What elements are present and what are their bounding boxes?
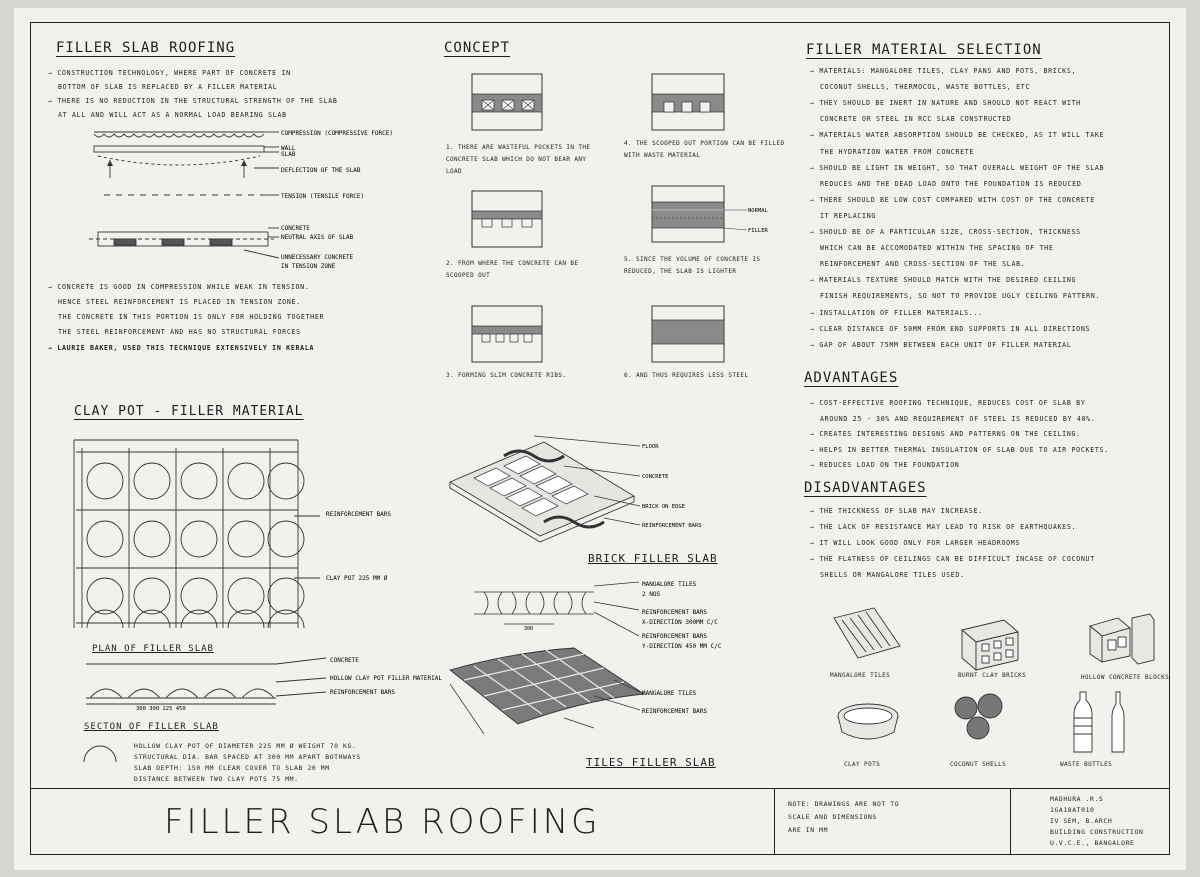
clay-pot-circle	[87, 521, 123, 557]
text-line: FINISH REQUIREMENTS, SO NOT TO PROVIDE UGLY CEILING PATTERN.	[820, 292, 1101, 301]
beam-label: COMPRESSION (COMPRESSIVE FORCE)	[281, 130, 393, 137]
plan-label: CLAY POT 225 MM Ø	[326, 575, 388, 582]
materials-lines-line	[810, 96, 1081, 111]
bullet-arrow-icon: →	[810, 163, 820, 172]
concept-caption: 4. THE SCOOPED OUT PORTION CAN BE FILLED WITH WASTE MATERIAL	[624, 140, 785, 159]
plan-label: REINFORCEMENT BARS	[326, 511, 392, 518]
info-line: U.V.C.E., BANGALORE	[1050, 839, 1135, 847]
clay-pot-arc	[87, 610, 123, 628]
brick-iso-label: FLOOR	[642, 444, 659, 450]
bullet-arrow-icon: →	[810, 195, 820, 204]
advantages-lines-line	[810, 458, 959, 473]
text-line: MATERIALS TEXTURE SHOULD MATCH WITH THE DESIRED CEILING	[819, 276, 1077, 285]
section-label: UNNECESSARY CONCRETE	[281, 254, 354, 261]
clay-pot-circle	[134, 521, 170, 557]
filler-slab-line: → CONSTRUCTION TECHNOLOGY, WHERE PART OF CONCRETE IN	[48, 69, 291, 77]
filler-slab-line: → LAURIE BAKER, USED THIS TECHNIQUE EXTENSIVELY IN KERALA	[48, 344, 315, 352]
clay-pot-circle	[268, 463, 304, 499]
concept-caption: 3. FORMING SLIM CONCRETE RIBS.	[446, 372, 567, 379]
clay-pot-circle	[181, 463, 217, 499]
tiles-isometric	[444, 644, 774, 754]
advantages-lines-line	[810, 427, 1081, 442]
info-line: IV SEM, B.ARCH	[1050, 817, 1113, 825]
clay-pot-circle	[87, 578, 123, 614]
brick-iso-label: BRICK ON EDGE	[642, 504, 686, 510]
concept-caption: 6. AND THUS REQUIRES LESS STEEL	[624, 372, 749, 379]
brick-section	[464, 578, 764, 653]
text-line: LAURIE BAKER, USED THIS TECHNIQUE EXTENSIVELY IN KERALA	[57, 344, 315, 352]
bottle-icon	[1074, 692, 1124, 752]
clay-pot-arc	[228, 610, 264, 628]
concept-heading: CONCEPT	[444, 40, 511, 56]
bullet-arrow-icon: →	[810, 340, 820, 349]
materials-lines-line	[810, 338, 1072, 353]
brick-iso-label: REINFORCEMENT BARS	[642, 523, 702, 529]
tiles-label: REINFORCEMENT BARS	[642, 708, 708, 715]
disadvantages-lines-line	[810, 552, 1095, 567]
bullet-arrow-icon: →	[810, 507, 820, 515]
materials-lines-line	[820, 80, 1030, 95]
concept-diagrams	[472, 64, 772, 394]
text-line: THERE IS NO REDUCTION IN THE STRUCTURAL STRENGTH OF THE SLAB	[57, 97, 338, 105]
section-label: CONCRETE	[281, 225, 310, 232]
materials-lines-line	[820, 289, 1100, 304]
text-line: THE FLATNESS OF CEILINGS CAN BE DIFFICULT INCASE OF COCONUT	[819, 555, 1095, 563]
info-line: 1GA18AT010	[1050, 806, 1095, 814]
text-line: SHOULD BE LIGHT IN WEIGHT, SO THAT OVERALL WEIGHT OF THE SLAB	[819, 163, 1105, 172]
material-illustrations	[814, 600, 1174, 770]
tiles-heading: TILES FILLER SLAB	[586, 756, 716, 769]
sheet-title: FILLER SLAB ROOFING	[164, 802, 601, 842]
materials-lines-line	[810, 193, 1095, 208]
filler-slab-line: THE STEEL REINFORCEMENT AND HAS NO STRUCTURAL FORCES	[58, 328, 301, 336]
clay-pot-circle	[228, 521, 264, 557]
text-line: INSTALLATION OF FILLER MATERIALS...	[819, 308, 983, 317]
bullet-arrow-icon: →	[810, 308, 820, 317]
materials-lines-line	[810, 225, 1081, 240]
section-label: IN TENSION ZONE	[281, 263, 336, 270]
bullet-arrow-icon: →	[810, 461, 820, 469]
text-line: CONCRETE IS GOOD IN COMPRESSION WHILE WEAK IN TENSION.	[57, 283, 310, 291]
brick-label: 2 NOS	[642, 591, 661, 598]
section-title: SECTON OF FILLER SLAB	[84, 722, 219, 732]
clay-note: HOLLOW CLAY POT OF DIAMETER 225 MM Ø WEIGHT 70 KG.	[134, 742, 357, 750]
icon-caption: BURNT CLAY BRICKS	[958, 672, 1027, 679]
brick-iso-label: CONCRETE	[642, 474, 669, 480]
text-line: THERE SHOULD BE LOW COST COMPARED WITH COST OF THE CONCRETE	[819, 195, 1095, 204]
beam-diagram	[74, 120, 414, 270]
clay-pot-circle	[134, 578, 170, 614]
bullet-arrow-icon: →	[810, 67, 820, 75]
hollow-block-icon	[1090, 614, 1154, 664]
text-line: CONSTRUCTION TECHNOLOGY, WHERE PART OF CONCRETE IN	[57, 69, 291, 77]
clay-pot-icon	[838, 704, 898, 739]
title-block-rule	[30, 788, 1170, 789]
concept-caption: 2. FROM WHERE THE CONCRETE CAN BE SCOOPED OUT	[446, 260, 579, 279]
filler-slab-heading: FILLER SLAB ROOFING	[56, 40, 236, 56]
advantages-heading: ADVANTAGES	[804, 370, 899, 386]
text-line: REINFORCEMENT AND CROSS-SECTION OF THE SLAB.	[820, 260, 1026, 269]
text-line: COST-EFFECTIVE ROOFING TECHNIQUE, REDUCES COST OF SLAB BY	[819, 399, 1086, 407]
section-label: CONCRETE	[330, 657, 359, 664]
mangalore-tile-icon	[834, 608, 900, 658]
brick-dim: 300	[524, 626, 534, 632]
clay-pot-circle	[87, 463, 123, 499]
clay-pot-circle	[181, 521, 217, 557]
text-line: REDUCES AND THE DEAD LOAD ONTO THE FOUNDATION IS REDUCED	[820, 179, 1082, 188]
icon-caption: MANGALORE TILES	[830, 672, 891, 679]
clay-pot-circle	[228, 578, 264, 614]
clay-pot-circle	[181, 578, 217, 614]
materials-lines-line	[810, 322, 1090, 337]
text-line: IT WILL LOOK GOOD ONLY FOR LARGER HEADROOMS	[819, 539, 1021, 547]
materials-lines-line	[810, 273, 1076, 288]
materials-heading: FILLER MATERIAL SELECTION	[806, 42, 1042, 58]
clay-pot-heading: CLAY POT - FILLER MATERIAL	[74, 404, 304, 419]
plan-title: PLAN OF FILLER SLAB	[92, 644, 214, 654]
clay-note: DISTANCE BETWEEN TWO CLAY POTS 75 MM.	[134, 775, 299, 783]
text-line: THE THICKNESS OF SLAB MAY INCREASE.	[819, 507, 983, 515]
note-line: ARE IN MM	[788, 826, 829, 834]
materials-lines-line	[820, 177, 1082, 192]
clay-pot-arc	[268, 610, 304, 628]
brick-isometric	[444, 426, 774, 541]
disadvantages-heading: DISADVANTAGES	[804, 480, 927, 496]
materials-lines-line	[810, 306, 983, 321]
brick-label: MANGALORE TILES	[642, 581, 697, 588]
text-line: SHOULD BE OF A PARTICULAR SIZE, CROSS-SECTION, THICKNESS	[819, 228, 1081, 236]
materials-lines-line	[820, 112, 1011, 127]
text-line: CREATES INTERESTING DESIGNS AND PATTERNS ON THE CEILING.	[819, 430, 1081, 438]
concept-side-label: FILLER	[748, 228, 768, 234]
bullet-arrow-icon: →	[810, 399, 820, 407]
icon-caption: CLAY POTS	[844, 761, 881, 768]
materials-lines-line	[820, 209, 876, 224]
section-label: HOLLOW CLAY POT FILLER MATERIAL	[330, 675, 442, 682]
brick-icon	[962, 620, 1018, 670]
note-line: NOTE: DRAWINGS ARE NOT TO	[788, 800, 900, 808]
text-line: CLEAR DISTANCE OF 50MM FROM END SUPPORTS IN ALL DIRECTIONS	[819, 324, 1091, 333]
beam-label: DEFLECTION OF THE SLAB	[281, 167, 361, 174]
bullet-arrow-icon: →	[810, 430, 820, 438]
beam-label: SLAB	[281, 151, 296, 158]
text-line: IT REPLACING	[820, 211, 877, 220]
filler-slab-line: → CONCRETE IS GOOD IN COMPRESSION WHILE WEAK IN TENSION.	[48, 283, 310, 291]
text-line: THEY SHOULD BE INERT IN NATURE AND SHOULD NOT REACT WITH	[819, 99, 1081, 108]
icon-caption: WASTE BOTTLES	[1060, 761, 1113, 768]
bullet-arrow-icon: →	[810, 131, 820, 140]
text-line: CONCRETE OR STEEL IN RCC SLAB CONSTRUCTED	[820, 115, 1012, 124]
disadvantages-lines-line	[810, 536, 1020, 551]
clay-pot-plan	[58, 428, 398, 628]
text-line: THE LACK OF RESISTANCE MAY LEAD TO RISK OF EARTHQUAKES.	[819, 523, 1077, 531]
brick-label: REINFORCEMENT BARS	[642, 633, 708, 640]
clay-note: SLAB DEPTH: 150 MM CLEAR COVER TO SLAB 20 MM	[134, 764, 330, 772]
clay-note: STRUCTURAL DIA. BAR SPACED AT 300 MM APART BOTHWAYS	[134, 753, 361, 761]
disadvantages-lines-line	[810, 520, 1076, 535]
brick-heading: BRICK FILLER SLAB	[588, 552, 718, 565]
text-line: AROUND 25 - 30% AND REQUIREMENT OF STEEL IS REDUCED BY 40%.	[820, 414, 1096, 423]
bullet-arrow-icon: →	[810, 555, 820, 563]
text-line: COCONUT SHELLS, THERMOCOL, WASTE BOTTLES, ETC	[820, 83, 1031, 92]
disadvantages-lines-line	[810, 504, 983, 519]
bullet-arrow-icon: →	[810, 99, 820, 108]
info-line: BUILDING CONSTRUCTION	[1050, 828, 1144, 836]
text-line: WHICH CAN BE ACCOMODATED WITHIN THE SPACING OF THE	[820, 244, 1054, 253]
bullet-arrow-icon: →	[810, 523, 820, 531]
clay-pot-arc	[181, 610, 217, 628]
concept-side-label: NORMAL	[748, 208, 768, 214]
filler-slab-line: HENCE STEEL REINFORCEMENT IS PLACED IN TENSION ZONE.	[58, 298, 301, 306]
text-line: SHELLS OR MANGALORE TILES USED.	[820, 571, 965, 579]
text-line: THE HYDRATION WATER FROM CONCRETE	[820, 147, 975, 156]
advantages-lines-line	[820, 412, 1096, 427]
text-line: HELPS IN BETTER THERMAL INSULATION OF SLAB DUE TO AIR POCKETS.	[819, 445, 1109, 454]
bullet-arrow-icon: →	[810, 445, 820, 454]
clay-pot-circle	[134, 463, 170, 499]
icon-caption: COCONUT SHELLS	[950, 761, 1007, 768]
note-line: SCALE AND DIMENSIONS	[788, 813, 877, 821]
advantages-lines-line	[810, 443, 1109, 458]
materials-lines-line	[810, 128, 1104, 143]
beam-label: WALL	[281, 145, 296, 152]
clay-pot-arc	[134, 610, 170, 628]
clay-pot-circle	[268, 521, 304, 557]
clay-pot-section	[76, 657, 442, 712]
materials-lines-line	[820, 241, 1054, 256]
text-line: MATERIALS WATER ABSORPTION SHOULD BE CHECKED, AS IT WILL TAKE	[819, 131, 1105, 140]
title-block-divider	[774, 788, 775, 855]
icon-caption: HOLLOW CONCRETE BLOCKS	[1080, 674, 1170, 681]
materials-lines-line	[820, 145, 974, 160]
clay-pot-circle	[268, 578, 304, 614]
info-line: MADHURA .R.S	[1050, 795, 1104, 803]
filler-slab-line: BOTTOM OF SLAB IS REPLACED BY A FILLER MATERIAL	[58, 83, 278, 91]
clay-pot-circle	[228, 463, 264, 499]
materials-lines-line	[820, 257, 1025, 272]
beam-label: TENSION (TENSILE FORCE)	[281, 193, 365, 200]
brick-label: X-DIRECTION 300MM C/C	[642, 619, 718, 626]
concept-caption: 5. SINCE THE VOLUME OF CONCRETE IS REDUCED, THE SLAB IS LIGHTER	[624, 256, 761, 275]
advantages-lines-line	[810, 396, 1086, 411]
filler-slab-line: THE CONCRETE IN THIS PORTION IS ONLY FOR HOLDING TOGETHER	[58, 313, 325, 321]
tiles-label: MANGALORE TILES	[642, 690, 697, 697]
bullet-arrow-icon: →	[810, 276, 820, 285]
bullet-arrow-icon: →	[810, 324, 820, 333]
filler-slab-line: AT ALL AND WILL ACT AS A NORMAL LOAD BEARING SLAB	[58, 111, 287, 119]
materials-lines-line	[810, 64, 1076, 79]
filler-slab-line: → THERE IS NO REDUCTION IN THE STRUCTURAL STRENGTH OF THE SLAB	[48, 97, 338, 105]
brick-label: Y-DIRECTION 450 MM C/C	[642, 643, 722, 650]
text-line: GAP OF ABOUT 75MM BETWEEN EACH UNIT OF FILLER MATERIAL	[819, 340, 1072, 349]
bullet-arrow-icon: →	[810, 539, 820, 547]
text-line: REDUCES LOAD ON THE FOUNDATION	[819, 461, 960, 469]
title-block-divider	[1010, 788, 1011, 855]
section-label: REINFORCEMENT BARS	[330, 689, 396, 696]
section-label: NEUTRAL AXIS OF SLAB	[281, 234, 354, 241]
text-line: MATERIALS: MANGALORE TILES, CLAY PANS AND POTS, BRICKS,	[819, 67, 1077, 75]
disadvantages-lines-line	[820, 568, 965, 583]
coconut-shell-icon	[955, 694, 1002, 739]
bullet-arrow-icon: →	[810, 228, 820, 236]
materials-lines-line	[810, 161, 1104, 176]
clay-pot-icon	[82, 742, 122, 764]
concept-caption: 1. THERE ARE WASTEFUL POCKETS IN THE CONCRETE SLAB WHICH DO NOT BEAR ANY LOAD	[446, 144, 591, 175]
brick-label: REINFORCEMENT BARS	[642, 609, 708, 616]
section-dims: 300 300 225 450	[136, 706, 186, 712]
drawing-sheet	[14, 8, 1186, 870]
